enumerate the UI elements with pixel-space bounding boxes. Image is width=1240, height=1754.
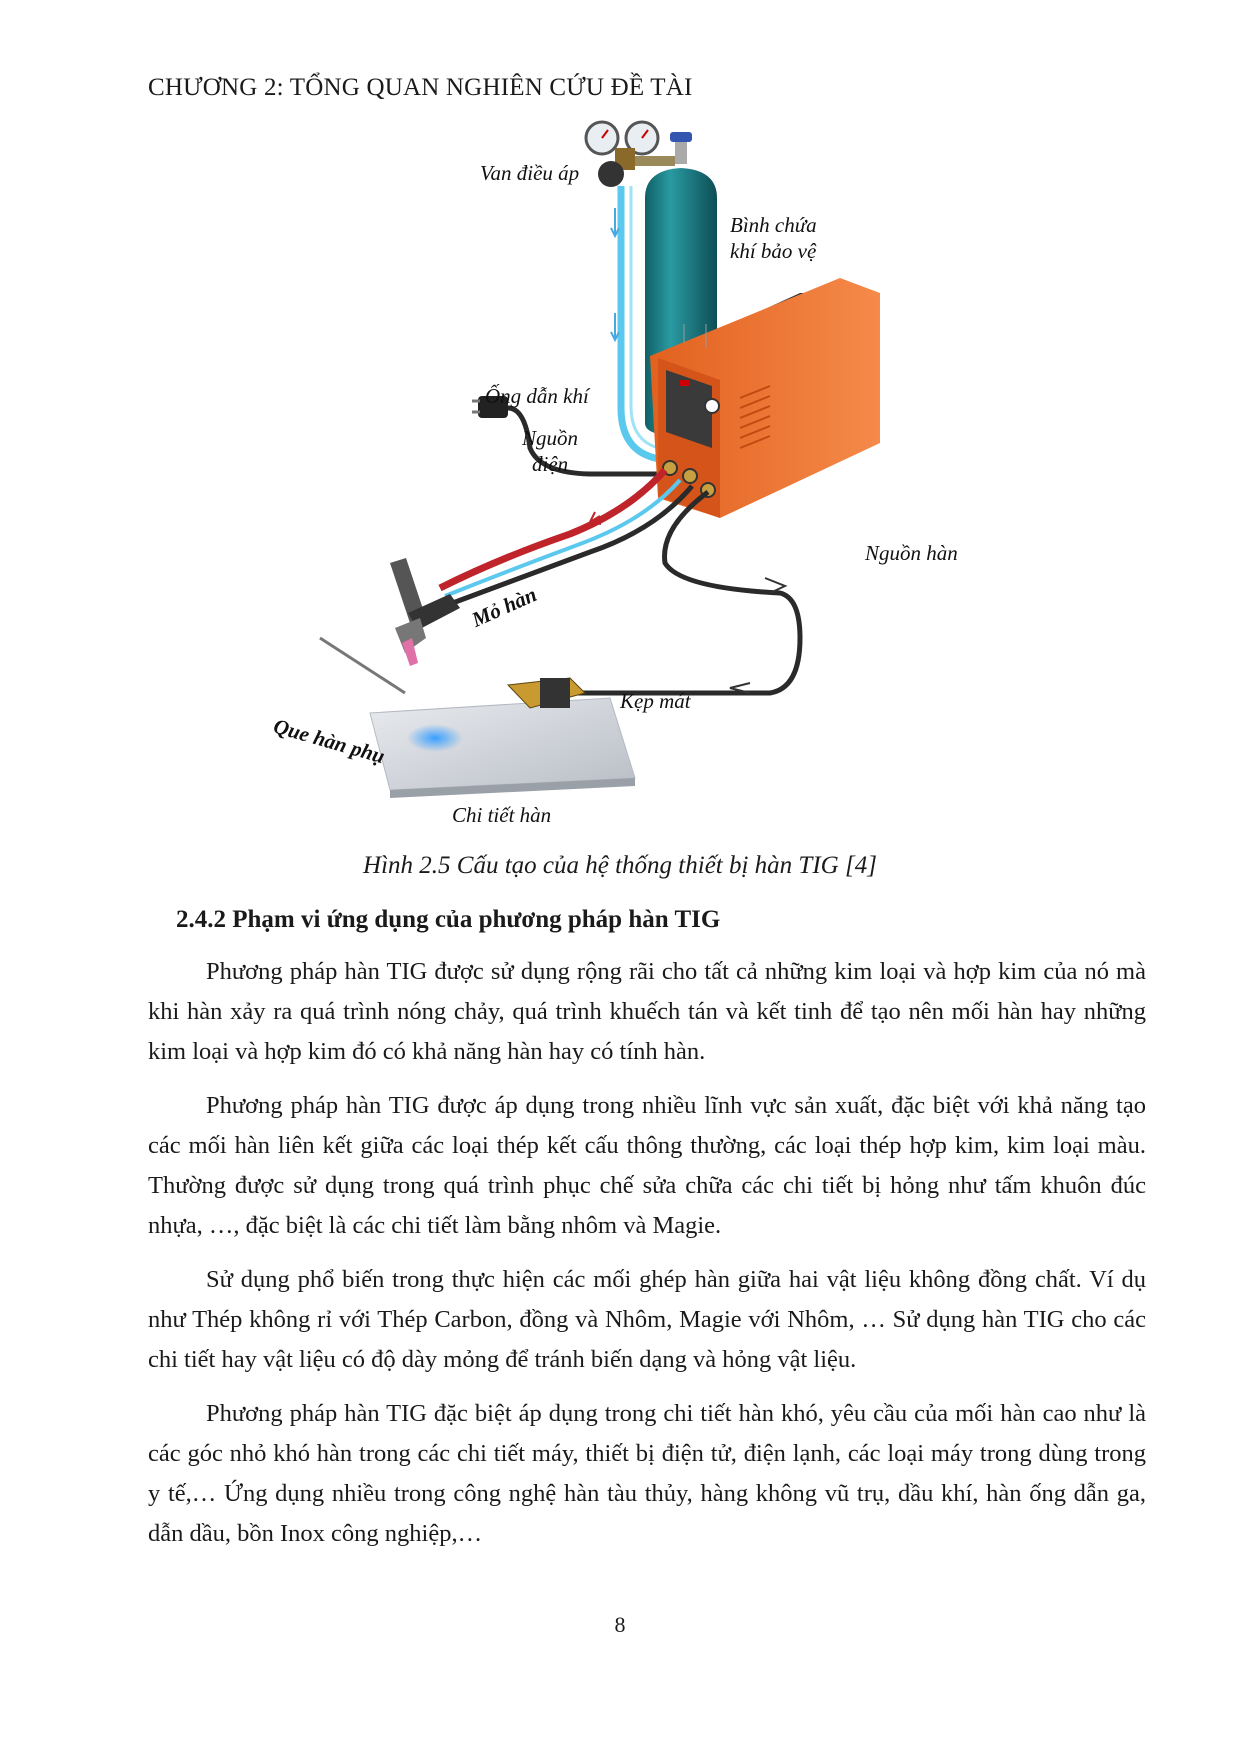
- paragraph: Phương pháp hàn TIG được áp dụng trong nhiều lĩnh vực sản xuất, đặc biệt với khả năng tạo các mối hàn liên kết giữa các loại thép kết cấu thông thường, các loại thép hợp kim, kim loại màu. Thường được sử dụng trong quá trình phục chế sửa chữa các chi tiết bị hỏng như tấm khuôn đúc nhựa, …, đặc biệt là các chi tiết làm bằng nhôm và Magie.: [148, 1092, 1146, 1239]
- chapter-header: CHƯƠNG 2: TỔNG QUAN NGHIÊN CỨU ĐỀ TÀI: [148, 74, 693, 101]
- workpiece-plate: [370, 698, 635, 798]
- label-power-source-2: điện: [532, 452, 569, 476]
- label-welding-torch: Mỏ hàn: [468, 582, 541, 632]
- label-gas-cylinder-2: khí bảo vệ: [730, 239, 817, 263]
- paragraph: Sử dụng phổ biến trong thực hiện các mối ghép hàn giữa hai vật liệu không đồng chất. Ví dụ như Thép không rỉ với Thép Carbon, đồng và Nhôm, Magie với Nhôm, … Sử dụng hàn TIG cho các chi tiết hay vật liệu có độ dày mỏng để tránh biến dạng và hỏng vật liệu.: [148, 1266, 1146, 1373]
- paragraph: Phương pháp hàn TIG được sử dụng rộng rãi cho tất cả những kim loại và hợp kim của nó mà khi hàn xảy ra quá trình nóng chảy, quá trình khuếch tán và kết tinh để tạo nên mối hàn hay những kim loại và hợp kim đó có khả năng hàn hay có tính hàn.: [148, 958, 1146, 1065]
- label-power-source-1: Nguồn: [522, 426, 579, 450]
- tig-system-figure: [240, 118, 1000, 833]
- tig-system-illustration: [240, 118, 1000, 833]
- page-number: 8: [614, 1612, 626, 1637]
- paragraph: Phương pháp hàn TIG đặc biệt áp dụng trong chi tiết hàn khó, yêu cầu của mối hàn cao như là các góc nhỏ khó hàn trong các chi tiết máy, thiết bị điện tử, điện lạnh, các loại máy trong dùng trong y tế,… Ứng dụng nhiều trong công nghệ hàn tàu thủy, hàng không vũ trụ, dầu khí, hàn ống dẫn ga, dẫn dầu, bồn Inox công nghiệp,…: [148, 1400, 1146, 1547]
- label-filler-rod: Que hàn phụ: [270, 713, 388, 769]
- label-workpiece: Chi tiết hàn: [452, 803, 552, 827]
- body-text: [148, 952, 1146, 1568]
- ground-cable: [570, 492, 800, 693]
- label-welding-machine: Nguồn hàn: [865, 541, 958, 565]
- figure-caption: Hình 2.5 Cấu tạo của hệ thống thiết bị hàn TIG [4]: [363, 852, 877, 879]
- section-title: 2.4.2 Phạm vi ứng dụng của phương pháp hàn TIG: [176, 906, 721, 933]
- label-gas-hose: Ống dẫn khí: [485, 384, 589, 408]
- torch-hoses: [440, 470, 692, 604]
- label-ground-clamp: Kẹp mát: [620, 689, 691, 713]
- label-regulator: Van điều áp: [480, 161, 580, 185]
- welding-torch: [390, 558, 460, 666]
- filler-rod: [320, 638, 405, 693]
- label-gas-cylinder-1: Bình chứa: [730, 213, 817, 237]
